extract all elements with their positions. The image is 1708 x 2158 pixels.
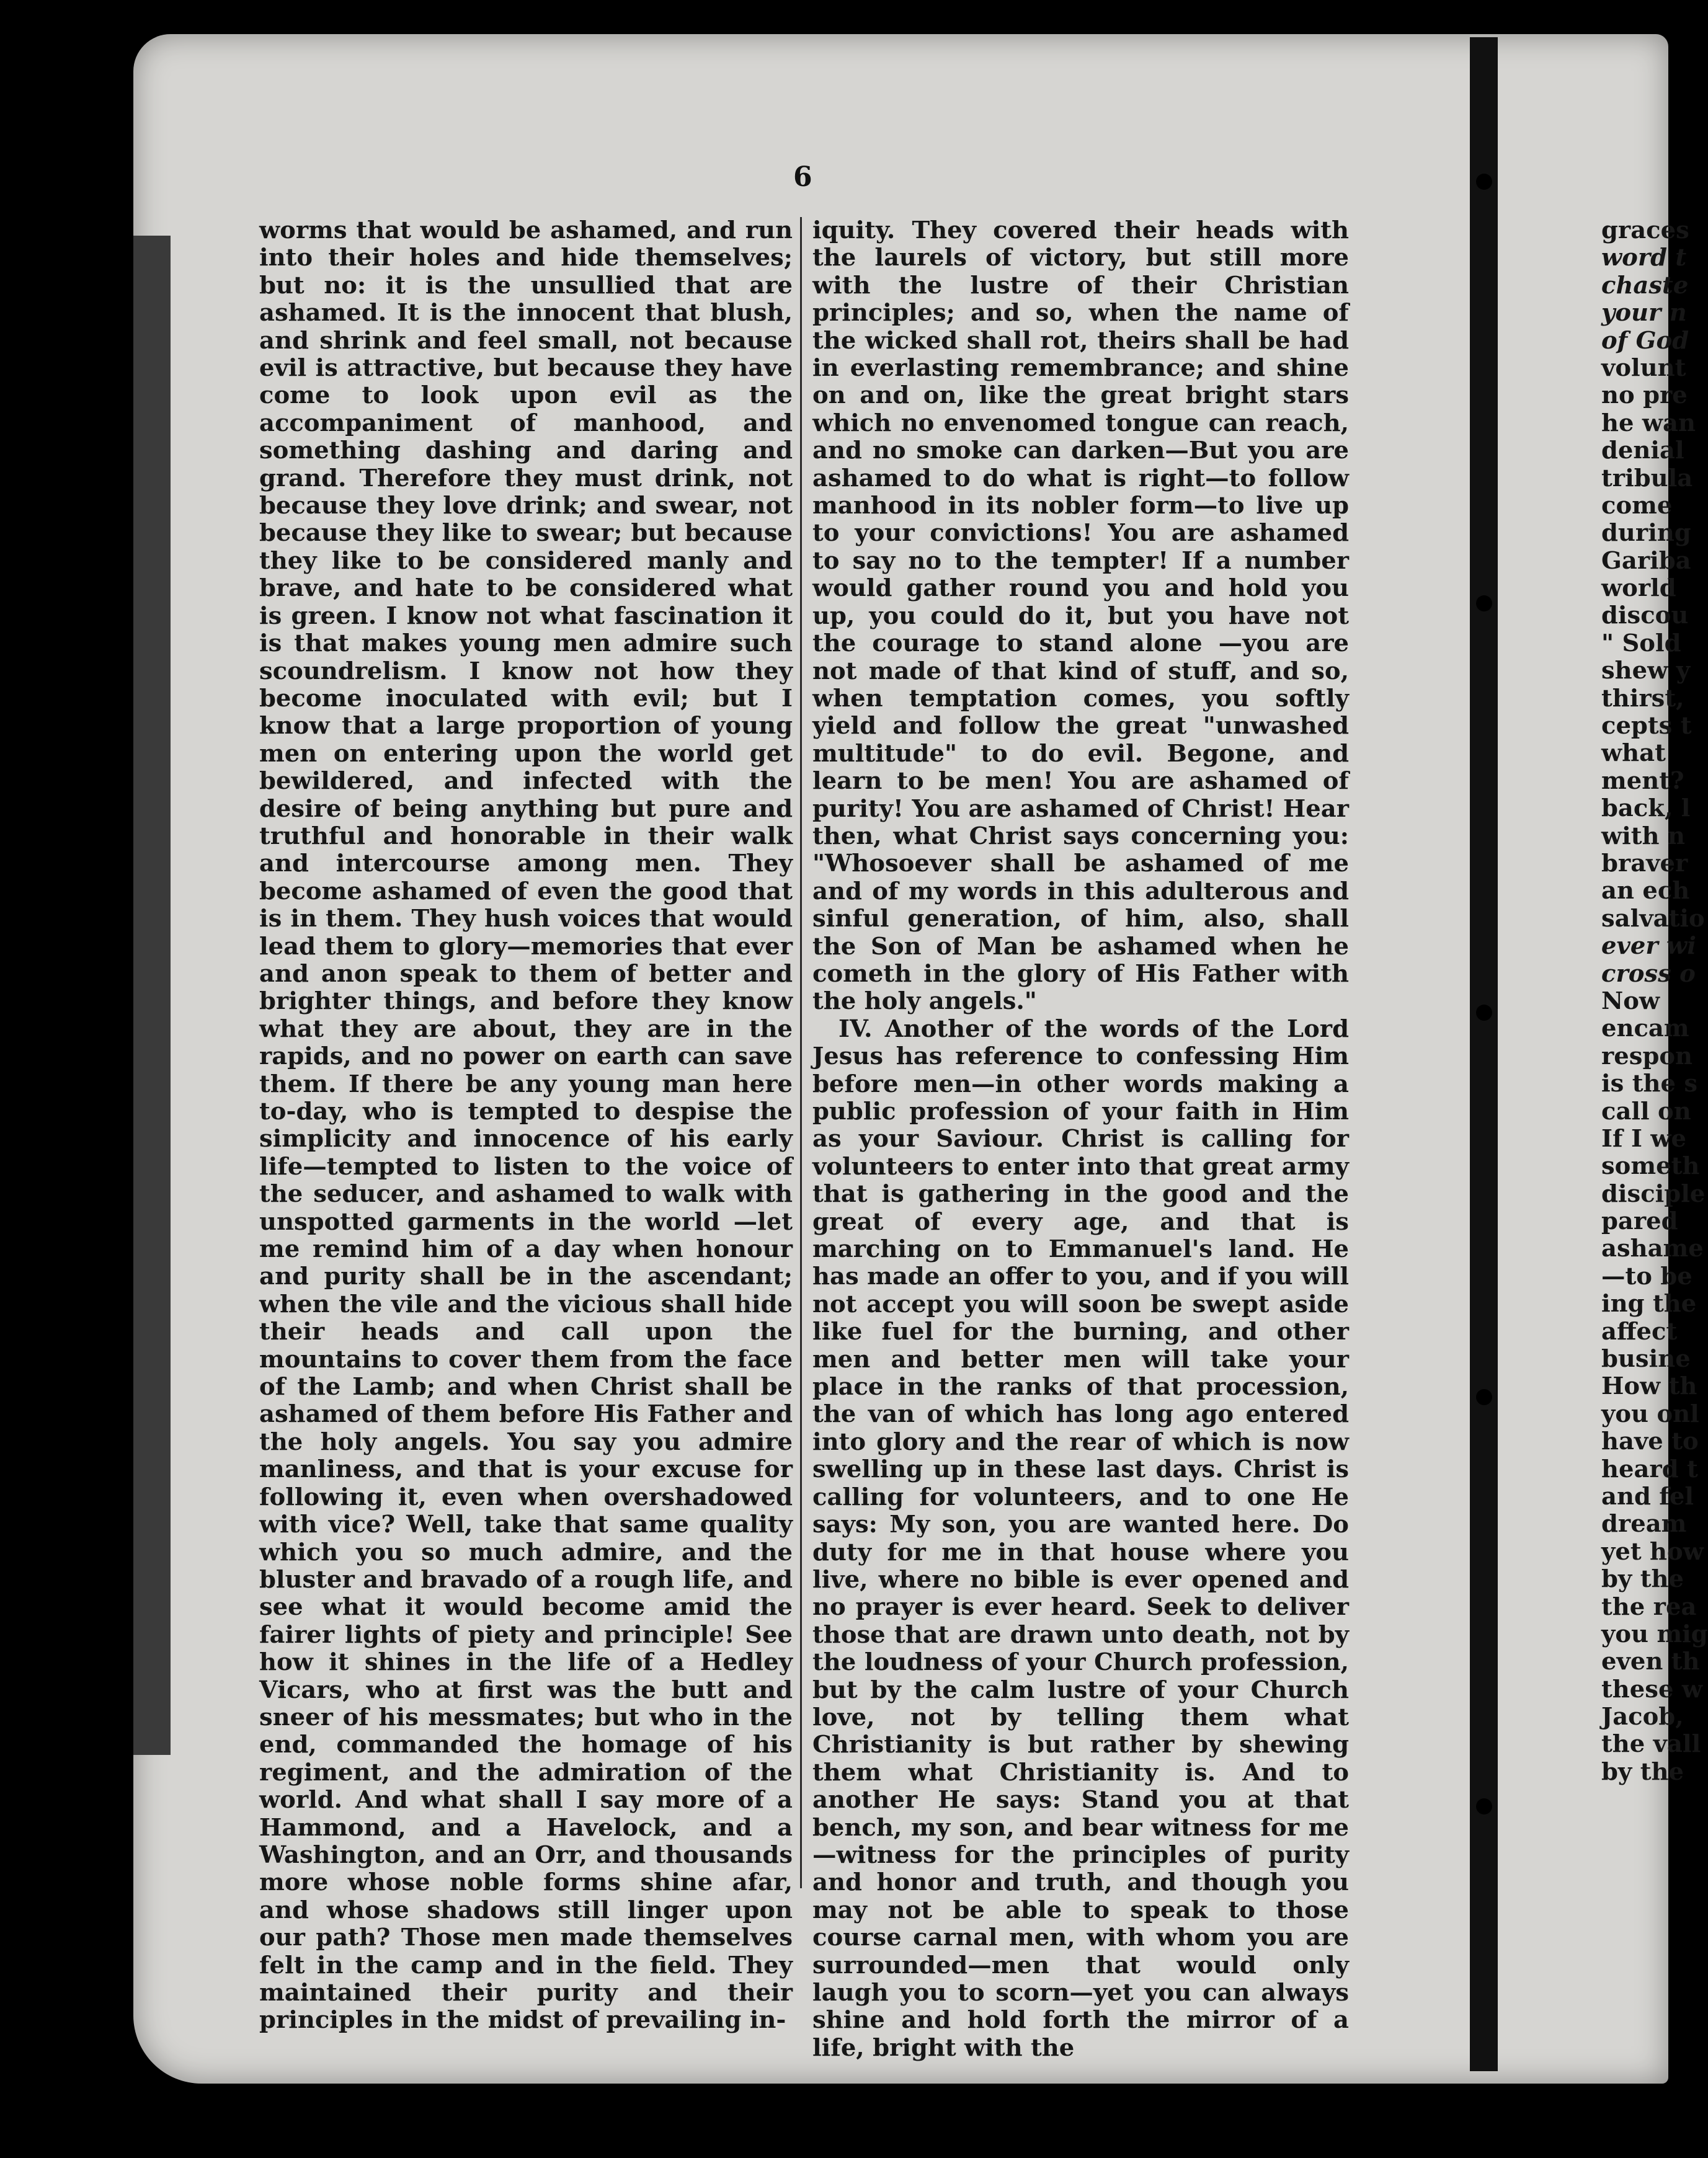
torn-page-edge bbox=[133, 236, 171, 1755]
fragment-line: discou bbox=[1601, 602, 1689, 630]
fragment-line: your n bbox=[1601, 299, 1687, 327]
fragment-line: by the bbox=[1601, 1565, 1684, 1594]
fragment-line: heard t bbox=[1601, 1455, 1698, 1483]
page-number: 6 bbox=[793, 161, 812, 193]
fragment-line: by the bbox=[1601, 1757, 1684, 1786]
fragment-line: graces bbox=[1601, 216, 1689, 244]
paragraph: iquity. They covered their heads with the laurels of victory, but still more with the lustre of their Christian principles; and so, when the name of the wicked shall rot, theirs shall be had in everlasting remembrance; and shine on and on, like the great bright stars which no envenomed tongue can reach, and no smoke can darken—But you are ashamed to do what is right—to follow manhood in its nobler form—to live up to your convictions! You are ashamed to say no to the tempter! If a number would gather round you and hold you up, you could do it, but you have not the courage to stand alone —you are not made of that kind of stuff, and so, when temptation comes, you softly yield and follow the great "unwashed multitude" to do evil. Begone, and learn to be men! You are ashamed of purity! You are ashamed of Christ! Hear then, what Christ says concerning you: "Whosoever shall be ashamed of me and of my words in this adulterous and sinful generation, of him, also, shall the Son of Man be ashamed when he cometh in the glory of His Father with the holy angels." bbox=[812, 216, 1349, 1016]
fragment-line: thirst, bbox=[1601, 684, 1684, 713]
fragment-line: —to be bbox=[1601, 1262, 1692, 1290]
fragment-line: denial bbox=[1601, 437, 1684, 465]
fragment-line: ever wi bbox=[1601, 932, 1696, 961]
binding-stitch-icon bbox=[1476, 595, 1492, 611]
fragment-line: ing the bbox=[1601, 1290, 1697, 1318]
scan-border bbox=[133, 2084, 1684, 2158]
fragment-line: is the s bbox=[1601, 1070, 1698, 1098]
binding-gutter bbox=[1470, 37, 1498, 2071]
text-column-right bbox=[812, 217, 1349, 2062]
fragment-line: have to bbox=[1601, 1428, 1699, 1456]
fragment-line: ashame bbox=[1601, 1235, 1704, 1263]
fragment-line: Gariba bbox=[1601, 546, 1691, 575]
fragment-line: no pre bbox=[1601, 381, 1688, 410]
fragment-line: respon bbox=[1601, 1042, 1693, 1070]
fragment-line: you mig bbox=[1601, 1620, 1708, 1648]
binding-stitch-icon bbox=[1476, 1389, 1492, 1405]
fragment-line: shew y bbox=[1601, 657, 1691, 685]
fragment-line: someth bbox=[1601, 1152, 1700, 1181]
binding-stitch-icon bbox=[1476, 1005, 1492, 1021]
fragment-line: world bbox=[1601, 574, 1676, 603]
fragment-line: dream bbox=[1601, 1510, 1687, 1539]
fragment-line: the vall bbox=[1601, 1730, 1701, 1759]
fragment-line: and fel bbox=[1601, 1482, 1694, 1511]
fragment-line: busine bbox=[1601, 1345, 1691, 1374]
binding-stitch-icon bbox=[1476, 174, 1492, 190]
paragraph: IV. Another of the words of the Lord Jesus has reference to confessing Him before men—in other words making a public profession of your faith in Him as your Saviour. Christ is calling for volunteers to enter into that great army that is gathering in the good and the great of every age, and that is marching on to Emmanuel's land. He has made an offer to you, and if you will not accept you will soon be swept aside like fuel for the burning, and other men and better men will take your place in the ranks of that procession, the van of which has long ago entered into glory and the rear of which is now swelling up in these last days. Christ is calling for volunteers, and to one He says: My son, you are wanted here. Do duty for me in that house where you live, where no bible is ever opened and no prayer is ever heard. Seek to deliver those that are drawn unto death, not by the loudness of your Church profession, but by the calm lustre of your Church love, not by telling them what Christianity is but rather by shewing them what Christianity is. And to another He says: Stand you at that bench, my son, and bear witness for me—witness for the principles of purity and honor and truth, and though you may not be able to speak to those course carnal men, with whom you are surrounded—men that would only laugh you to scorn—yet you can always shine and hold forth the mirror of a life, bright with the bbox=[812, 1015, 1349, 2062]
fragment-line: Jacob, bbox=[1601, 1703, 1684, 1731]
column-divider bbox=[800, 217, 802, 1888]
fragment-line: affect bbox=[1601, 1317, 1678, 1346]
text-column-left bbox=[259, 217, 793, 2035]
fragment-line: volunt bbox=[1601, 353, 1686, 382]
fragment-line: braver bbox=[1601, 849, 1688, 877]
fragment-line: How th bbox=[1601, 1372, 1697, 1401]
fragment-line: of God bbox=[1601, 326, 1689, 355]
binding-stitch-icon bbox=[1476, 1798, 1492, 1814]
fragment-line: ment? bbox=[1601, 766, 1684, 795]
fragment-line: cepts t bbox=[1601, 712, 1692, 740]
fragment-line: cross o bbox=[1601, 959, 1696, 988]
fragment-line: salvatio bbox=[1601, 904, 1705, 933]
paragraph: worms that would be ashamed, and run into their holes and hide themselves; but no: it is the unsullied that are ashamed. It is the innocent that blush, and shrink and feel small, not because evil is attractive, but because they have come to look upon evil as the accompaniment of manhood, and something dashing and daring and grand. Therefore they must drink, not because they love drink; and swear, not because they like to swear; but because they like to be considered manly and brave, and hate to be considered what is green. I know not what fascination it is that makes young men admire such scoundrelism. I know not how they become inoculated with evil; but I know that a large proportion of young men on entering upon the world get bewildered, and infected with the desire of being anything but pure and truthful and honorable in their walk and intercourse among men. They become ashamed of even the good that is in them. They hush voices that would lead them to glory—memories that ever and anon speak to them of better and brighter things, and before they know what they are about, they are in the rapids, and no power on earth can save them. If there be any young man here to-day, who is tempted to despise the simplicity and innocence of his early life—tempted to listen to the voice of the seducer, and ashamed to walk with unspotted garments in the world —let me remind him of a day when honour and purity shall be in the ascendant; when the vile and the vicious shall hide their heads and call upon the mountains to cover them from the face of the Lamb; and when Christ shall be ashamed of them before His Father and the holy angels. You say you admire manliness, and that is your excuse for following it, even when overshadowed with vice? Well, take that same quality which you so much admire, and the bluster and bravado of a rough life, and see what it would become amid the fairer lights of piety and principle! See how it shines in the life of a Hedley Vicars, who at first was the butt and sneer of his messmates; but who in the end, commanded the homage of his regiment, and the admiration of the world. And what shall I say more of a Hammond, and a Havelock, and a Washington, and an Orr, and thousands more whose noble forms shine afar, and whose shadows still linger upon our path? Those men made themselves felt in the camp and in the field. They maintained their purity and their principles in the midst of prevailing in- bbox=[259, 216, 793, 2035]
fragment-line: If I we bbox=[1601, 1124, 1687, 1153]
fragment-line: tribula bbox=[1601, 464, 1693, 492]
next-page-column-fragment bbox=[1601, 216, 1708, 1786]
fragment-line: the rea bbox=[1601, 1592, 1697, 1621]
fragment-line: during bbox=[1601, 519, 1691, 548]
fragment-line: disciple bbox=[1601, 1179, 1706, 1208]
fragment-line: you onl bbox=[1601, 1400, 1699, 1428]
fragment-line: an ech bbox=[1601, 877, 1690, 905]
fragment-line: even th bbox=[1601, 1648, 1700, 1676]
fragment-line: back, l bbox=[1601, 794, 1691, 823]
fragment-line: he wan bbox=[1601, 409, 1696, 437]
fragment-line: word t bbox=[1601, 244, 1687, 272]
fragment-line: yet how bbox=[1601, 1537, 1704, 1566]
fragment-line: call on bbox=[1601, 1097, 1691, 1126]
fragment-line: pared bbox=[1601, 1207, 1678, 1236]
fragment-line: " Sold bbox=[1601, 629, 1681, 657]
fragment-line: chaste bbox=[1601, 271, 1689, 300]
fragment-line: these w bbox=[1601, 1675, 1702, 1703]
fragment-line: encam bbox=[1601, 1015, 1689, 1043]
fragment-line: Now bbox=[1601, 987, 1660, 1015]
fragment-line: with n bbox=[1601, 822, 1685, 850]
fragment-line: what bbox=[1601, 739, 1666, 768]
fragment-line: come bbox=[1601, 491, 1673, 520]
